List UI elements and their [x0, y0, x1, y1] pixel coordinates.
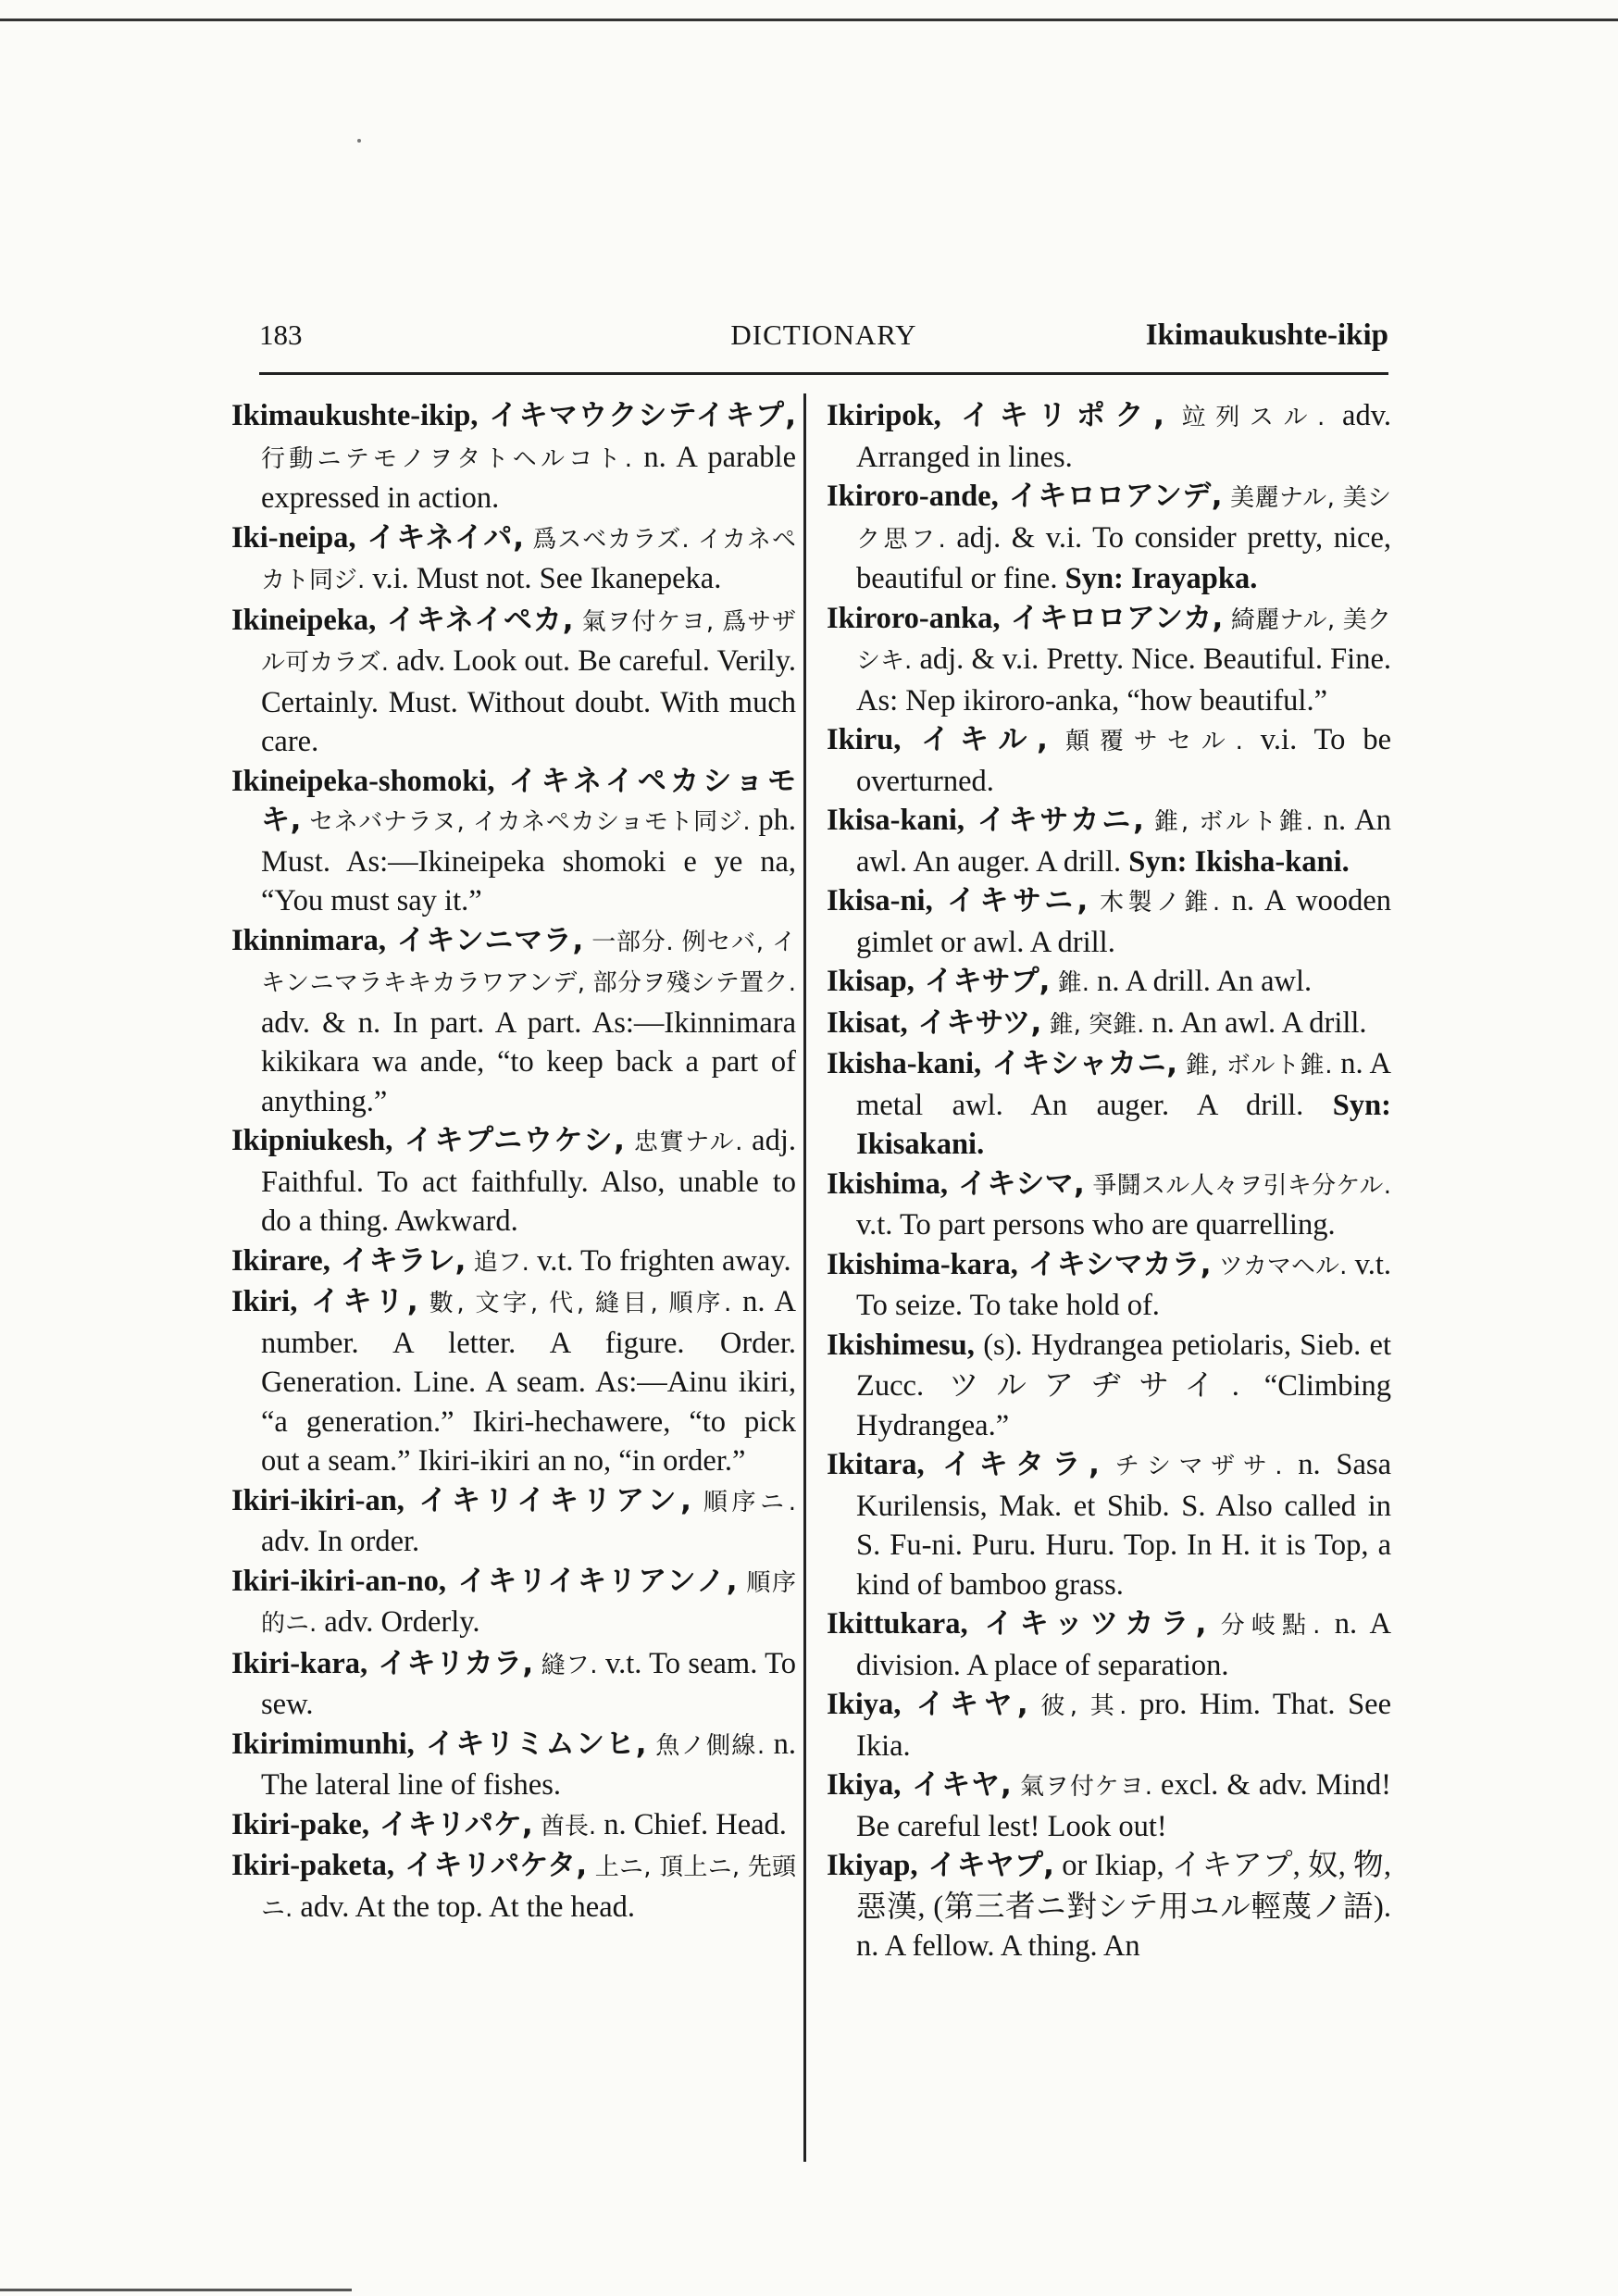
dictionary-entry	[231, 1242, 796, 1283]
entry-headword: Ikitara,	[827, 1448, 925, 1481]
entry-synonym: Syn: Ikisakani.	[856, 1088, 1391, 1161]
entry-headword: Ikirare,	[231, 1243, 330, 1278]
entry-gloss: adj. & v.i. Pretty. Nice. Beautiful. Fine. As: Nep ikiroro-anka, “how beautiful.”	[856, 643, 1392, 718]
entry-kana: イキネイペカ,	[376, 603, 574, 637]
entry-kana: イキリイキリアン,	[404, 1483, 691, 1517]
entry-gloss: n. Chief. Head.	[596, 1807, 787, 1841]
dictionary-entry	[231, 1805, 796, 1847]
entry-kana: イキシマカラ,	[1017, 1247, 1212, 1281]
entry-synonym: Syn: Ikisha-kani.	[1121, 844, 1350, 879]
entry-kanji: チシマザサ.	[1099, 1453, 1283, 1480]
header-rule	[259, 372, 1388, 375]
dictionary-entry	[827, 1685, 1391, 1766]
entry-kana: イキサプ,	[914, 965, 1051, 998]
entry-headword: Ikineipeka-shomoki,	[231, 764, 495, 798]
entry-headword: Ikishima-kara,	[827, 1247, 1018, 1281]
dictionary-entry	[827, 599, 1391, 721]
entry-kana: イキリイキリアンノ,	[446, 1564, 738, 1598]
entry-kana: イキル,	[901, 723, 1048, 756]
entry-headword: Ikiri-ikiri-an,	[231, 1483, 404, 1517]
entry-kanji: 錐.	[1050, 969, 1089, 997]
left-column	[231, 396, 796, 1928]
entry-kana: イキシャカニ,	[981, 1047, 1178, 1080]
entry-kanji: 氣ヲ付ケヨ, 爲サザル可カラズ.	[261, 607, 796, 677]
entry-gloss: adv. & n. In part. A part. As:—Ikinnimara kikikara wa ande, “to keep back a part of anything.”	[261, 1005, 796, 1118]
entry-kana: イキリ,	[297, 1285, 418, 1318]
entry-headword: Ikimaukushte-ikip,	[231, 399, 479, 432]
entry-headword: Ikiru,	[827, 723, 902, 756]
entry-kanji: 行動ニテモノヲタトヘルコト.	[261, 444, 632, 473]
dictionary-entry	[231, 1846, 796, 1928]
entry-kana: イキロロアンデ,	[998, 480, 1223, 513]
entry-kanji: 竝列スル.	[1164, 404, 1326, 431]
entry-kana: イキラレ,	[330, 1243, 467, 1278]
entry-headword: Ikiroro-anka,	[827, 601, 1001, 635]
entry-kanji: 顛覆サセル.	[1047, 728, 1243, 755]
entry-kana: イキネイペカショモキ,	[261, 764, 796, 837]
entry-kana: イキシマ,	[947, 1167, 1085, 1201]
dictionary-entry	[231, 1121, 796, 1242]
entry-gloss: excl. & adv. Mind! Be careful lest! Look out!	[856, 1768, 1391, 1843]
entry-headword: Ikishimesu,	[827, 1328, 975, 1362]
page-header	[259, 315, 1388, 361]
entry-headword: Ikiya,	[827, 1768, 902, 1802]
entry-kana: イキマウクシテイキプ,	[478, 399, 796, 432]
entry-headword: Ikisa-kani,	[827, 804, 965, 837]
entry-kana: イキリミムンヒ,	[414, 1727, 647, 1761]
entry-gloss: (s). Hydrangea petiolaris, Sieb. et Zucc. ツルアヂサイ. “Climbing Hydrangea.”	[856, 1328, 1391, 1442]
dictionary-entry	[231, 601, 796, 762]
entry-kanji: 一部分. 例セバ, イキンニマラキキカラワアンデ, 部分ヲ殘シテ置ク.	[261, 928, 797, 997]
entry-gloss: v.i. To be overturned.	[856, 723, 1391, 798]
entry-gloss: adj. & v.i. To consider pretty, nice, beautiful or fine.	[856, 520, 1392, 595]
entry-kana: イキリカラ,	[367, 1646, 534, 1680]
dictionary-entry	[827, 881, 1391, 962]
entry-gloss: n. A wooden gimlet or awl. A drill.	[856, 884, 1391, 959]
dictionary-entry	[827, 1245, 1391, 1326]
entry-gloss: adv. In order.	[261, 1525, 420, 1558]
entry-kanji: 錐, ボルト錐.	[1177, 1052, 1333, 1079]
entry-kanji: ツカマヘル.	[1211, 1252, 1348, 1280]
entry-headword: Ikisha-kani,	[827, 1047, 982, 1080]
entry-kanji: 綺麗ナル, 美クシキ.	[856, 605, 1392, 675]
entry-gloss: n. A metal awl. An auger. A drill.	[856, 1047, 1392, 1122]
entry-kanji: 魚ノ側線.	[646, 1731, 765, 1760]
right-column	[827, 396, 1391, 1966]
entry-kanji: 爭鬪スル人々ヲ引キ分ケル.	[1084, 1171, 1392, 1200]
entry-gloss: v.t. To seize. To take hold of.	[856, 1247, 1391, 1322]
dictionary-entry	[231, 1282, 796, 1481]
entry-kanji: 木製ノ錐.	[1088, 889, 1221, 917]
entry-headword: Ikiyap,	[827, 1849, 918, 1882]
entry-kanji: 爲スベカラズ. イカネペカト同ジ.	[261, 525, 796, 594]
dictionary-entry	[231, 1481, 796, 1562]
dictionary-entry	[827, 1604, 1391, 1685]
entry-kana: イキサカニ,	[965, 804, 1144, 837]
entry-kanji: 錐, 突錐.	[1041, 1010, 1145, 1039]
entry-headword: Ikirimimunhi,	[231, 1727, 415, 1761]
entry-kanji: 追フ.	[466, 1248, 529, 1277]
entry-gloss: or Ikiap, イキアプ, 奴, 物, 惡漢, (第三者ニ對シテ用ユル輕蔑ノ語). n. A fellow. A thing. An	[856, 1849, 1391, 1963]
dictionary-entry	[231, 762, 796, 921]
entry-gloss: n. An awl. A drill.	[1144, 1005, 1367, 1040]
entry-gloss: adv. Look out. Be careful. Verily. Certainly. Must. Without doubt. With much care.	[261, 644, 796, 758]
dictionary-entry	[231, 396, 796, 518]
dictionary-entry	[827, 477, 1391, 599]
dictionary-entry	[827, 1445, 1391, 1604]
entry-kana: イキネイパ,	[355, 520, 525, 555]
entry-headword: Iki-neipa,	[231, 520, 356, 555]
entry-gloss: adv. Arranged in lines.	[856, 399, 1391, 474]
entry-headword: Ikiri-kara,	[231, 1646, 368, 1680]
entry-gloss: ph. Must. As:—Ikineipeka shomoki e ye na, “You must say it.”	[261, 804, 796, 917]
entry-headword: Ikiri-pake,	[231, 1807, 369, 1841]
entry-kanji: 縫フ.	[533, 1651, 598, 1679]
entry-gloss: n. The lateral line of fishes.	[261, 1727, 797, 1802]
dictionary-entry	[827, 1044, 1391, 1165]
entry-kanji: 氣ヲ付ケヨ.	[1011, 1773, 1152, 1801]
entry-kana: イキプニウケシ,	[392, 1124, 625, 1157]
entry-kana: イキッツカラ,	[967, 1607, 1207, 1641]
entry-headword: Ikishima,	[827, 1167, 948, 1201]
entry-kanji: 忠實ナル.	[624, 1129, 743, 1156]
entry-kana: イキヤ,	[901, 1768, 1012, 1802]
entry-kana: イキロロアンカ,	[1000, 601, 1224, 635]
entry-gloss: adv. At the top. At the head.	[292, 1890, 636, 1924]
entry-kanji: 數, 文字, 代, 縫目, 順序.	[417, 1290, 732, 1317]
dictionary-entry	[827, 1766, 1391, 1846]
entry-headword: Ikipniukesh,	[231, 1124, 393, 1157]
dictionary-entry	[231, 1644, 796, 1725]
guide-word: Ikimaukushte-ikip	[1145, 318, 1388, 352]
entry-gloss: pro. Him. That. See Ikia.	[856, 1688, 1392, 1763]
entry-headword: Ikiroro-ande,	[827, 480, 999, 513]
entry-gloss: n. A number. A letter. A figure. Order. Generation. Line. A seam. As:—Ainu ikiri, “a generation.” Ikiri-hechawere, “to pick out a seam.” Ikiri-ikiri an no, “in order.”	[261, 1285, 796, 1478]
dictionary-entry	[827, 801, 1391, 881]
entry-headword: Ikiri-ikiri-an-no,	[231, 1564, 447, 1598]
entry-kanji: 錐, ボルト錐.	[1143, 808, 1313, 836]
dictionary-entry	[827, 720, 1391, 801]
entry-gloss: n. A parable expressed in action.	[261, 440, 796, 515]
dictionary-entry	[827, 1165, 1391, 1245]
entry-kanji: 分岐點.	[1206, 1612, 1321, 1640]
entry-kana: イキンニマラ,	[386, 923, 584, 957]
entry-headword: Ikiya,	[827, 1688, 902, 1721]
entry-headword: Ikineipeka,	[231, 603, 377, 637]
entry-headword: Ikiri,	[231, 1285, 298, 1318]
entry-kana: イキリポク,	[940, 399, 1164, 432]
entry-headword: Ikittukara,	[827, 1607, 968, 1641]
entry-gloss: n. A drill. An awl.	[1089, 965, 1313, 998]
entry-kanji: 上ニ, 頂上ニ, 先頭ニ.	[261, 1853, 797, 1923]
entry-kanji: 彼, 其.	[1027, 1692, 1127, 1720]
entry-kanji: 順序ニ.	[691, 1488, 796, 1516]
entry-kana: イキリパケタ,	[394, 1849, 588, 1882]
entry-gloss: v.t. To part persons who are quarrelling.	[856, 1208, 1336, 1242]
entry-synonym: Syn: Irayapka.	[1057, 562, 1258, 595]
scan-speck	[357, 139, 361, 143]
entry-kanji: 美麗ナル, 美シク思フ.	[856, 484, 1391, 554]
dictionary-entry	[231, 518, 796, 601]
scan-edge-bottom	[0, 2289, 352, 2291]
dictionary-entry	[231, 1562, 796, 1644]
entry-kana: イキヤプ,	[917, 1849, 1054, 1882]
entry-kana: イキタラ,	[924, 1448, 1100, 1481]
dictionary-entry	[827, 1326, 1391, 1446]
page-number: 183	[259, 318, 303, 351]
entry-gloss: adv. Orderly.	[317, 1605, 480, 1639]
entry-headword: Ikisa-ni,	[827, 884, 933, 917]
entry-kana: イキサツ,	[907, 1005, 1042, 1040]
dictionary-entry	[827, 1004, 1391, 1045]
entry-kana: イキヤ,	[901, 1688, 1028, 1721]
entry-gloss: n. An awl. An auger. A drill.	[856, 804, 1391, 879]
dictionary-entry	[827, 396, 1391, 477]
entry-headword: Ikiri-paketa,	[231, 1849, 395, 1882]
dictionary-entry	[827, 1846, 1391, 1966]
entry-gloss: n. Sasa Kurilensis, Mak. et Shib. S. Also called in S. Fu-ni. Puru. Huru. Top. In H. it is Top, a kind of bamboo grass.	[856, 1448, 1391, 1602]
scan-edge-top	[0, 19, 1618, 21]
entry-kanji: セネバナラヌ, イカネペカショモト同ジ.	[301, 808, 751, 836]
entry-headword: Ikiripok,	[827, 399, 941, 432]
entry-gloss: adj. Faithful. To act faithfully. Also, unable to do a thing. Awkward.	[261, 1124, 796, 1238]
entry-kanji: 酋長.	[532, 1812, 597, 1841]
entry-headword: Ikinnimara,	[231, 923, 387, 957]
entry-kana: イキリパケ,	[368, 1807, 533, 1841]
entry-gloss: v.t. To frighten away.	[529, 1243, 791, 1278]
entry-kana: イキサニ,	[932, 884, 1089, 917]
column-divider	[803, 393, 806, 2162]
entry-gloss: n. A division. A place of separation.	[856, 1607, 1392, 1682]
running-title: DICTIONARY	[730, 318, 917, 351]
dictionary-entry	[827, 962, 1391, 1004]
dictionary-entry	[231, 921, 796, 1122]
dictionary-entry	[231, 1725, 796, 1805]
entry-gloss: v.t. To seam. To sew.	[261, 1646, 796, 1721]
entry-headword: Ikisap,	[827, 965, 915, 998]
entry-headword: Ikisat,	[827, 1005, 908, 1040]
entry-kanji: 順序的ニ.	[261, 1568, 796, 1638]
entry-gloss: v.i. Must not. See Ikanepeka.	[365, 562, 722, 595]
